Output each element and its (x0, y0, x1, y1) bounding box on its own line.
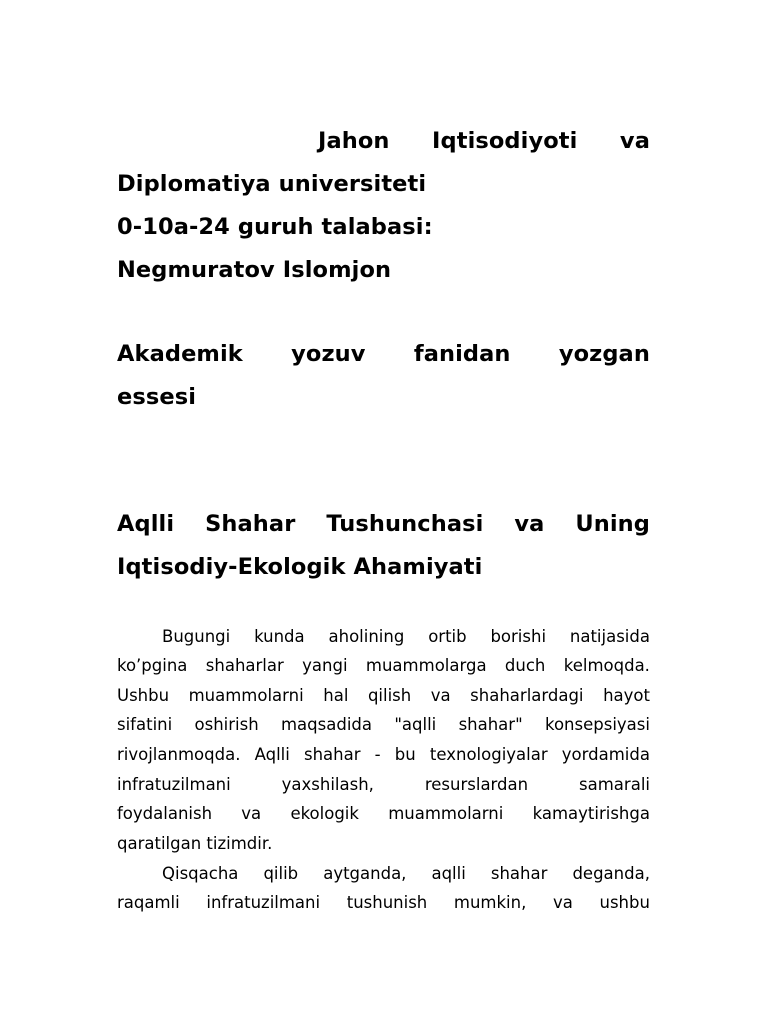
university-line-1 (318, 128, 650, 154)
word: fanidan (413, 341, 511, 367)
word: shahar (490, 864, 548, 883)
subject-line-1 (117, 341, 650, 367)
word: resurslardan (424, 775, 529, 794)
paragraph-1-line-4 (117, 715, 650, 734)
word: Qisqacha (162, 864, 239, 883)
word: ortib (428, 627, 467, 646)
word: yaxshilash, (281, 775, 374, 794)
word: Bugungi (162, 627, 231, 646)
word: Jahon (318, 128, 390, 154)
word: konsepsiyasi (544, 715, 650, 734)
word: natijasida (569, 627, 650, 646)
word: Ushbu (117, 686, 170, 705)
paragraph-1-line-3 (117, 686, 650, 705)
word: raqamli (117, 893, 180, 912)
word: texnologiyalar (429, 745, 548, 764)
word: oshirish (194, 715, 259, 734)
word: va (552, 893, 573, 912)
student-name: Negmuratov Islomjon (117, 257, 392, 283)
word: Iqtisodiyoti (432, 128, 578, 154)
word: sifatini (117, 715, 173, 734)
word: bu (394, 745, 416, 764)
word: va (514, 511, 545, 537)
word: Tushunchasi (326, 511, 484, 537)
word: va (619, 128, 650, 154)
word: shahar (303, 745, 361, 764)
subject-line-2: essesi (117, 384, 197, 410)
word: rivojlanmoqda. (117, 745, 241, 764)
word: ko’pgina (117, 656, 188, 675)
essay-title-line-2: Iqtisodiy-Ekologik Ahamiyati (117, 554, 483, 580)
word: foydalanish (117, 804, 213, 823)
word: muammolarga (365, 656, 487, 675)
word: yozgan (558, 341, 650, 367)
word: qilish (367, 686, 412, 705)
word: va (430, 686, 451, 705)
word: Shahar (205, 511, 296, 537)
word: infratuzilmani (206, 893, 321, 912)
word: kelmoqda. (563, 656, 650, 675)
group-line: 0-10a-24 guruh talabasi: (117, 214, 433, 240)
paragraph-1-line-5 (117, 745, 650, 764)
word: muammolarni (188, 686, 304, 705)
word: aholining (328, 627, 405, 646)
word: Akademik (117, 341, 243, 367)
word: tushunish (346, 893, 428, 912)
word: - (374, 745, 381, 764)
word: kunda (254, 627, 305, 646)
word: "aqlli (394, 715, 437, 734)
paragraph-2-line-1 (162, 864, 650, 883)
word: Aqlli (254, 745, 290, 764)
paragraph-1-line-7 (117, 804, 650, 823)
word: mumkin, (453, 893, 527, 912)
word: yangi (302, 656, 348, 675)
word: Uning (575, 511, 650, 537)
word: ushbu (599, 893, 650, 912)
word: aqlli (431, 864, 466, 883)
word: ekologik (290, 804, 359, 823)
paragraph-2-line-2 (117, 893, 650, 912)
word: hayot (603, 686, 650, 705)
word: va (241, 804, 262, 823)
word: hal (323, 686, 349, 705)
word: kamaytirishga (532, 804, 650, 823)
word: yordamida (561, 745, 650, 764)
word: Aqlli (117, 511, 175, 537)
word: shahar" (458, 715, 523, 734)
word: shaharlar (205, 656, 284, 675)
word: shaharlardagi (470, 686, 584, 705)
paragraph-1-line-8: qaratilgan tizimdir. (117, 834, 273, 853)
essay-title-line-1 (117, 511, 650, 537)
word: duch (504, 656, 546, 675)
word: samarali (579, 775, 650, 794)
paragraph-1-line-6 (117, 775, 650, 794)
word: yozuv (291, 341, 366, 367)
word: borishi (490, 627, 547, 646)
word: infratuzilmani (117, 775, 231, 794)
word: aytganda, (323, 864, 407, 883)
university-line-2: Diplomatiya universiteti (117, 171, 427, 197)
paragraph-1-line-1 (162, 627, 650, 646)
paragraph-1-line-2 (117, 656, 650, 675)
word: maqsadida (280, 715, 372, 734)
word: deganda, (572, 864, 650, 883)
word: qilib (263, 864, 299, 883)
word: muammolarni (388, 804, 504, 823)
